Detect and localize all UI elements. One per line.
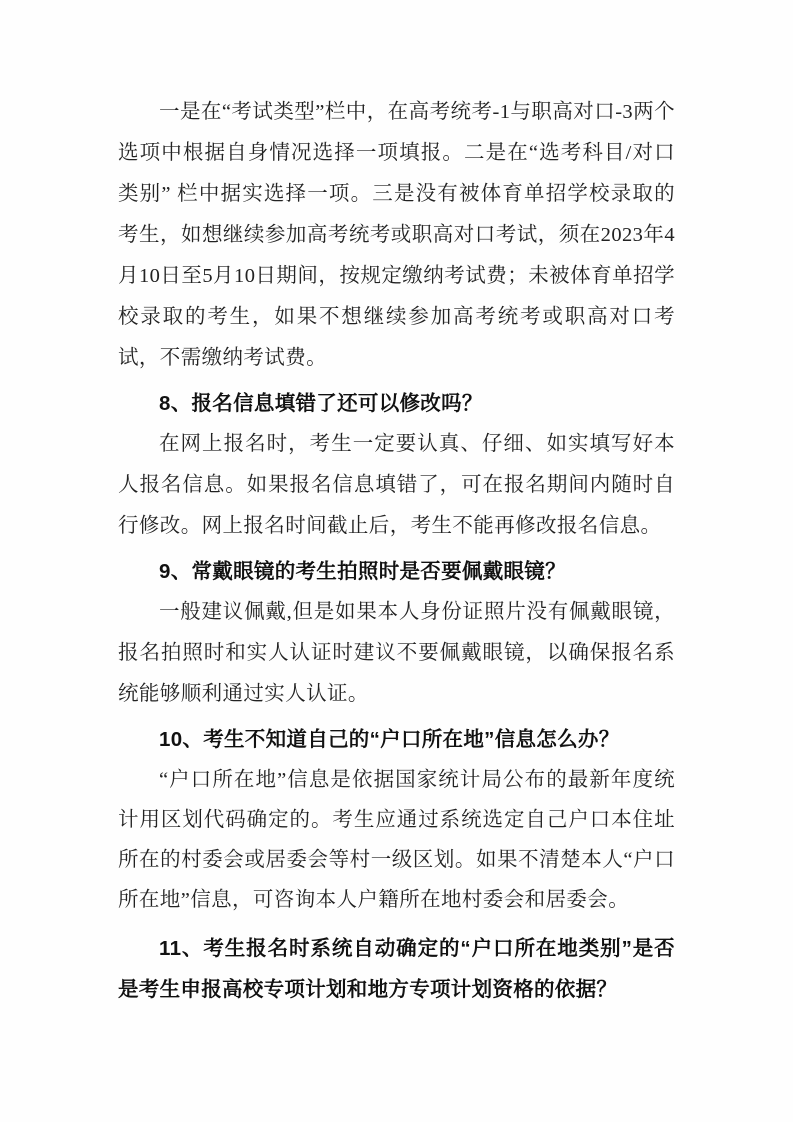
paragraph-exam-type: 一是在“考试类型”栏中，在高考统考-1与职高对口-3两个选项中根据自身情况选择一项填报。二是在“选考科目/对口类别” 栏中据实选择一项。三是没有被体育单招学校录取的考生，如想继续参加高考统考或职高对口考试，须在2023年4月10日至5月10日期间，按规定缴纳考试费；未被体育单招学校录取的考生，如果不想继续参加高考统考或职高对口考试，不需缴纳考试费。 [118, 101, 675, 369]
spacer [118, 920, 675, 928]
heading-question-11: 11、考生报名时系统自动确定的“户口所在地类别”是否是考生申报高校专项计划和地方专项计划资格的依据？ [118, 937, 675, 1001]
heading-question-8: 8、报名信息填错了还可以修改吗？ [159, 392, 483, 415]
document-body [118, 92, 675, 1010]
paragraph-answer-9: 一般建议佩戴,但是如果本人身份证照片没有佩戴眼镜，报名拍照时和实人认证时建议不要佩戴眼镜，以确保报名系统能够顺利通过实人认证。 [118, 601, 675, 705]
heading-question-10: 10、考生不知道自己的“户口所在地”信息怎么办？ [159, 728, 620, 751]
paragraph-answer-8: 在网上报名时，考生一定要认真、仔细、如实填写好本人报名信息。如果报名信息填错了，可在报名期间内随时自行修改。网上报名时间截止后，考生不能再修改报名信息。 [118, 433, 675, 537]
heading-question-9: 9、常戴眼镜的考生拍照时是否要佩戴眼镜？ [159, 560, 566, 583]
paragraph-answer-10: “户口所在地”信息是依据国家统计局公布的最新年度统计用区划代码确定的。考生应通过系统选定自己户口本住址所在的村委会或居委会等村一级区划。如果不清楚本人“户口所在地”信息，可咨询本人户籍所在地村委会和居委会。 [118, 769, 675, 911]
